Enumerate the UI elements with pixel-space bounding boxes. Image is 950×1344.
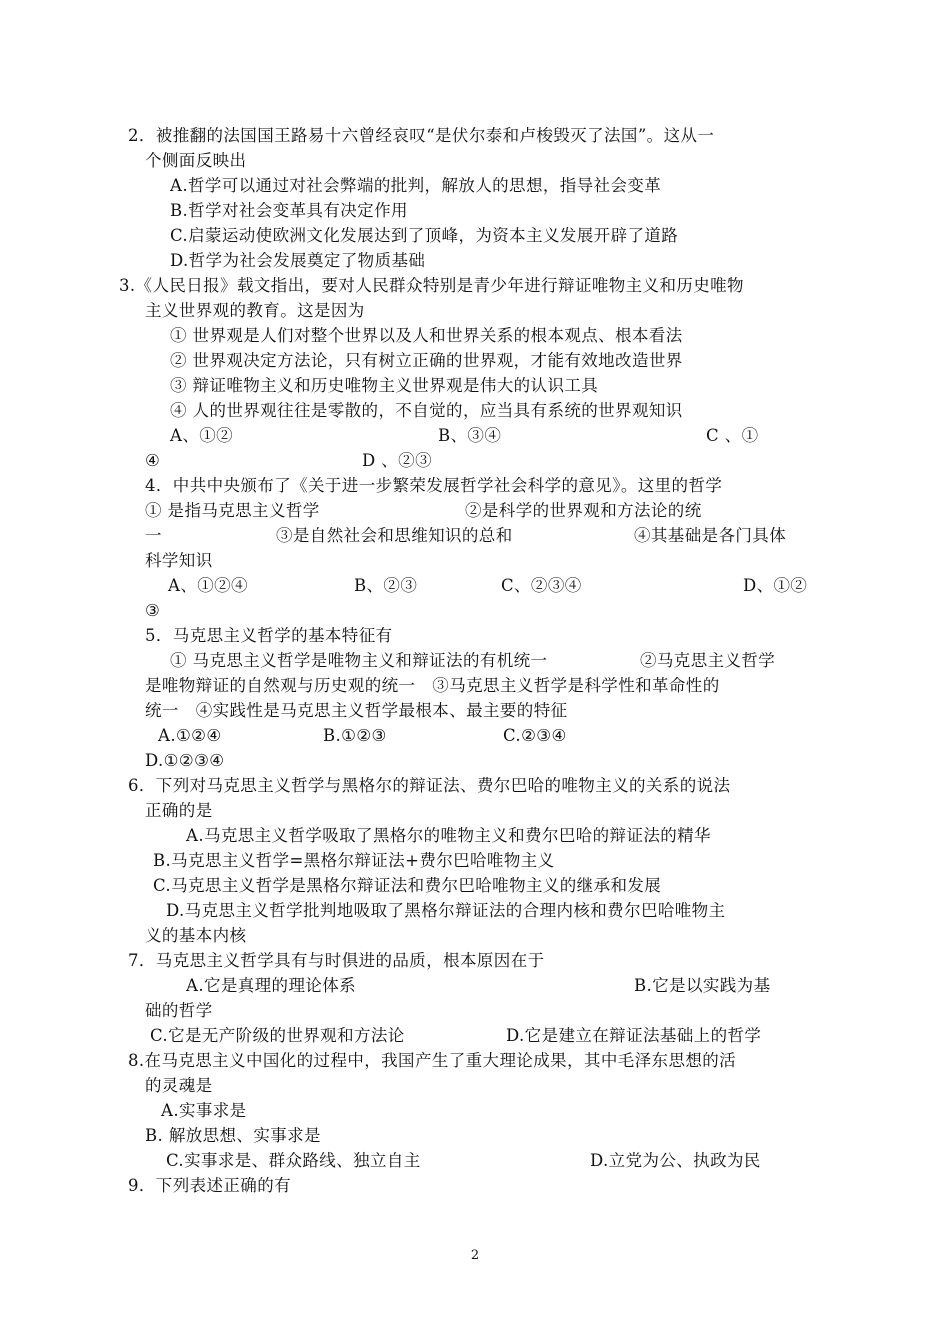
q8-option-d: D.立党为公、执政为民 xyxy=(590,1151,761,1170)
q6-option-d-cont: 义的基本内核 xyxy=(145,926,247,945)
q6-option-b: B.马克思主义哲学=黑格尔辩证法+费尔巴哈唯物主义 xyxy=(153,851,555,870)
q4-option-b: B、②③ xyxy=(354,576,418,595)
q4-option-d: D、①② xyxy=(743,576,808,595)
q4-statement-4-cont: 科学知识 xyxy=(145,551,213,570)
q4-statement-4: ④其基础是各门具体 xyxy=(634,526,787,545)
q5-option-a: A.①②④ xyxy=(158,726,222,745)
q4-option-d-cont: ③ xyxy=(145,601,161,620)
q4-option-c: C、②③④ xyxy=(501,576,582,595)
q6-option-c: C.马克思主义哲学是黑格尔辩证法和费尔巴哈唯物主义的继承和发展 xyxy=(153,876,662,895)
q3-option-b: B、③④ xyxy=(438,426,502,445)
q5-body-line1: ① 马克思主义哲学是唯物主义和辩证法的有机统一 xyxy=(170,651,548,670)
q3-option-d: D 、②③ xyxy=(362,451,432,470)
q3-statement-2: ② 世界观决定方法论，只有树立正确的世界观，才能有效地改造世界 xyxy=(170,351,683,370)
q4-statement-2: ②是科学的世界观和方法论的统 xyxy=(465,501,702,520)
q6-stem-line2: 正确的是 xyxy=(145,801,213,820)
q2-stem-line1: 2．被推翻的法国国王路易十六曾经哀叹“是伏尔泰和卢梭毁灭了法国”。这从一 xyxy=(128,126,715,145)
q7-option-b: B.它是以实践为基 xyxy=(634,976,771,995)
q5-stem: 5．马克思主义哲学的基本特征有 xyxy=(145,626,393,645)
q2-stem-line2: 个侧面反映出 xyxy=(145,151,247,170)
q6-option-d: D.马克思主义哲学批判地吸取了黑格尔辩证法的合理内核和费尔巴哈唯物主 xyxy=(166,901,726,920)
q2-option-b: B.哲学对社会变革具有决定作用 xyxy=(170,201,408,220)
q7-option-b-cont: 础的哲学 xyxy=(145,1001,213,1020)
q7-option-a: A.它是真理的理论体系 xyxy=(186,976,357,995)
q2-option-a: A.哲学可以通过对社会弊端的批判，解放人的思想，指导社会变革 xyxy=(170,176,662,195)
q6-stem-line1: 6．下列对马克思主义哲学与黑格尔的辩证法、费尔巴哈的唯物主义的关系的说法 xyxy=(128,776,731,795)
q3-stem-line1: 3.《人民日报》载文指出，要对人民群众特别是青少年进行辩证唯物主义和历史唯物 xyxy=(119,276,744,295)
q8-stem-line1: 8.在马克思主义中国化的过程中，我国产生了重大理论成果，其中毛泽东思想的活 xyxy=(128,1051,737,1070)
q5-option-b: B.①②③ xyxy=(323,726,387,745)
page-number: 2 xyxy=(470,1248,480,1263)
q7-option-d: D.它是建立在辩证法基础上的哲学 xyxy=(506,1026,762,1045)
q8-option-b: B. 解放思想、实事求是 xyxy=(145,1126,321,1145)
q3-statement-3: ③ 辩证唯物主义和历史唯物主义世界观是伟大的认识工具 xyxy=(170,376,599,395)
q5-body-line2: 是唯物辩证的自然观与历史观的统一 ③马克思主义哲学是科学性和革命性的 xyxy=(145,676,720,695)
q3-stem-line2: 主义世界观的教育。这是因为 xyxy=(145,301,365,320)
q6-option-a: A.马克思主义哲学吸取了黑格尔的唯物主义和费尔巴哈的辩证法的精华 xyxy=(186,826,711,845)
q8-option-a: A.实事求是 xyxy=(161,1101,247,1120)
q9-stem: 9．下列表述正确的有 xyxy=(128,1176,291,1195)
q2-option-c: C.启蒙运动使欧洲文化发展达到了顶峰，为资本主义发展开辟了道路 xyxy=(170,226,679,245)
q5-option-d: D.①②③④ xyxy=(145,751,225,770)
q3-statement-4: ④ 人的世界观往往是零散的，不自觉的，应当具有系统的世界观知识 xyxy=(170,401,683,420)
q4-statement-3: ③是自然社会和思维知识的总和 xyxy=(276,526,513,545)
q7-option-c: C.它是无产阶级的世界观和方法论 xyxy=(150,1026,405,1045)
q4-statement-2-cont: 一 xyxy=(145,526,162,545)
q8-stem-line2: 的灵魂是 xyxy=(145,1076,213,1095)
q8-option-c: C.实事求是、群众路线、独立自主 xyxy=(166,1151,421,1170)
q3-option-c: C 、① xyxy=(706,426,759,445)
q4-stem: 4．中共中央颁布了《关于进一步繁荣发展哲学社会科学的意见》。这里的哲学 xyxy=(145,476,723,495)
q4-statement-1: ① 是指马克思主义哲学 xyxy=(145,501,320,520)
q5-option-c: C.②③④ xyxy=(503,726,567,745)
q7-stem: 7．马克思主义哲学具有与时俱进的品质，根本原因在于 xyxy=(128,951,545,970)
q3-statement-1: ① 世界观是人们对整个世界以及人和世界关系的根本观点、根本看法 xyxy=(170,326,683,345)
q3-option-a: A、①② xyxy=(170,426,234,445)
q5-body-line1b: ②马克思主义哲学 xyxy=(640,651,776,670)
q4-option-a: A、①②④ xyxy=(168,576,248,595)
q2-option-d: D.哲学为社会发展奠定了物质基础 xyxy=(170,251,426,270)
q3-option-c-cont: ④ xyxy=(145,451,161,470)
q5-body-line3: 统一 ④实践性是马克思主义哲学最根本、最主要的特征 xyxy=(145,701,568,720)
